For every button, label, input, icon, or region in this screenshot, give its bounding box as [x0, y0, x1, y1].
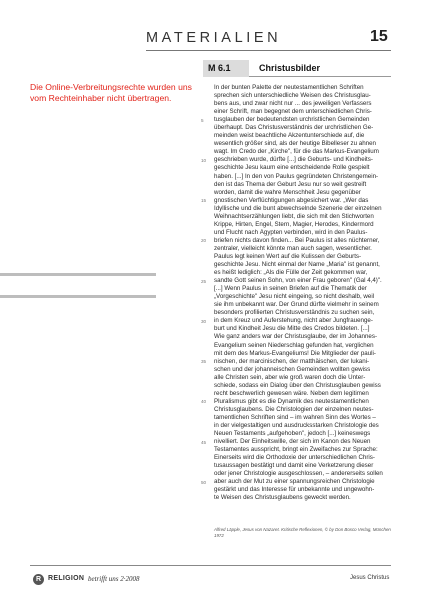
issue-topic: Jesus Christus: [350, 575, 390, 581]
page-number: 15: [370, 28, 388, 45]
body-line: zentraler, vielleicht könnte man auch sagen, wesentlicher.: [214, 244, 372, 252]
body-line: wesentlich größer sind, als der heutige Bibelleser zu ahnen: [214, 140, 376, 148]
side-bar-bottom: [0, 295, 156, 298]
body-line: sandte Gott seinen Sohn, von einer Frau geboren" (Gal 4,4)".: [214, 277, 382, 285]
line-number: 40: [201, 399, 207, 405]
line-number: 20: [201, 238, 207, 244]
body-line: geschrieben wurde, dürfte [...] die Geburts- und Kindheits-: [214, 156, 373, 164]
body-line: worden, damit die wahre Menschheit Jesu gegenüber: [214, 188, 361, 196]
body-line: in der vielgestaltigen und ausdrucksstarken Christologie des: [214, 421, 379, 429]
rights-notice: Die Online-Verbreitungsrechte wurden uns vom Rechteinhaber nicht übertragen.: [30, 82, 192, 103]
body-line: mit dem des Markus-Evangeliums! Die Mitglieder der pauli-: [214, 349, 376, 357]
body-line: haben. [...] In den von Paulus gegründeten Christengemein-: [214, 172, 379, 180]
body-line: recht beschwerlich gewesen wäre. Neben dem legitimen: [214, 389, 369, 397]
body-line: [...] Wenn Paulus in seinen Briefen auf die Thematik der: [214, 285, 367, 293]
body-line: meinden weist beachtliche Akzentunterschiede auf, die: [214, 132, 365, 140]
body-line: oder jener Christologie ausgeschlossen, – andererseits sollen: [214, 470, 383, 478]
religion-logo-icon: R: [33, 574, 44, 585]
line-number: 30: [201, 318, 207, 324]
article-header: [203, 60, 391, 77]
article-body: [214, 84, 391, 502]
body-line: und Flucht nach Ägypten verbinden, wird in den Paulus-: [214, 228, 368, 236]
body-line: Evangelium seinen Niederschlag gefunden hat, verglichen: [214, 341, 374, 349]
section-title: MATERIALIEN: [146, 30, 282, 46]
page-header: [0, 0, 424, 54]
body-line: wagt. Im Credo der „Kirche", für die das Markus-Evangelium: [214, 148, 379, 156]
body-line: Krippe, Hirten, Engel, Stern, Magier, Herodes, Kindermord: [214, 220, 374, 228]
body-line: sprechen sich unterschiedliche Weisen des Christusglau-: [214, 92, 371, 100]
material-label: M 6.1: [203, 60, 249, 77]
source-citation: Alfred Läpple, Jesus von Nazaret. Kritische Reflexionen, © by Don Bosco Verlag, München 1972: [214, 527, 391, 538]
body-line: geschichte Jesu. Nicht einmal der Name „Maria" ist genannt,: [214, 261, 380, 269]
body-line: tusglauben der bedeutendsten urchristlichen Gemeinden: [214, 116, 370, 124]
body-line: Christusglaubens. Die Christologien der einzelnen neutes-: [214, 405, 374, 413]
body-line: besonders profilierten Christusverständnis zu suchen sein,: [214, 309, 375, 317]
line-number: 25: [201, 278, 207, 284]
body-line: gnostischen Verflüchtigungen abgesichert war. „Wer das: [214, 196, 369, 204]
body-line: in dem Kreuz und Auferstehung, nicht aber Jungfrauenge-: [214, 317, 373, 325]
line-number: 45: [201, 439, 207, 445]
body-line: gestärkt und das Interesse für unbekannte und ungewohn-: [214, 486, 375, 494]
body-line: briefen nichts davon finden... Bei Paulus ist alles nüchterner,: [214, 236, 380, 244]
body-line: tamentlichen Schriften sind – im wahren Sinn des Wortes –: [214, 413, 376, 421]
line-number: 50: [201, 479, 207, 485]
body-line: alle Christen sein, aber wie groß waren doch die Unter-: [214, 373, 366, 381]
body-line: burt und Kindheit Jesu die Mitte des Credos bildeten. [...]: [214, 325, 370, 333]
body-line: Neuen Testaments „aufgehoben", jedoch [...] keineswegs: [214, 430, 371, 438]
body-line: einer Schrift, man begegnet dem unterschiedlichen Chris-: [214, 108, 372, 116]
body-line: den ist das Thema der Geburt Jesu nur so weit gestreift: [214, 180, 367, 188]
line-number: 35: [201, 359, 207, 365]
body-line: Testamentes ausspricht, bringt ein Zweifaches zur Sprache:: [214, 446, 378, 454]
header-rule: [146, 50, 391, 51]
body-line: tusaussagen bestätigt und damit eine Verketzerung dieser: [214, 462, 374, 470]
body-line: Paulus legt keinen Wert auf die Kulissen der Geburts-: [214, 252, 362, 260]
body-line: sie ihm unbekannt war. Der Grund dürfte vielmehr in seinem: [214, 301, 379, 309]
line-number: 10: [201, 157, 207, 163]
body-line: Pluralismus gibt es die Dynamik des neutestamentlichen: [214, 397, 369, 405]
line-number: 15: [201, 198, 207, 204]
side-bar-top: [0, 273, 156, 276]
body-line: nivelliert. Der Einheitswille, der sich im Kanon des Neuen: [214, 438, 371, 446]
magazine-brand: RELIGION: [48, 575, 85, 582]
body-line: In der bunten Palette der neutestamentlichen Schriften: [214, 84, 364, 91]
magazine-issue: betrifft uns 2·2008: [88, 575, 140, 583]
body-line: „Vorgeschichte" Jesu nicht eingeing, so nicht deshalb, weil: [214, 293, 375, 301]
body-line: Weihnachtserzählungen liebt, die sich mit den Stichworten: [214, 212, 374, 220]
line-number: 5: [201, 117, 204, 123]
body-line: Idyllische und die bunt abwechselnde Szenerie der einzelnen: [214, 204, 382, 212]
article-label-row: [203, 60, 391, 77]
body-line: überhaupt. Das Christusverständnis der urchristlichen Ge-: [214, 124, 374, 132]
body-line: Wie ganz anders war der Christusglaube, der im Johannes-: [214, 333, 378, 341]
article-title: Christusbilder: [259, 63, 321, 73]
body-line: geschichte Jesu kaum eine entscheidende Rolle gespielt: [214, 164, 370, 172]
page-footer: [0, 563, 424, 600]
body-line: bens aus, und zwar nicht nur ... des jeweiligen Verfassers: [214, 100, 372, 108]
body-line: schen und der johanneischen Gemeinden wollten gewiss: [214, 365, 371, 373]
body-line: schiede, sodass ein Dialog über den Christusglauben gewiss: [214, 381, 381, 389]
body-line: es heißt lediglich: „Als die Fülle der Zeit gekommen war,: [214, 269, 368, 277]
footer-rule: [30, 565, 391, 566]
body-line: nischen, der marcinischen, der matthäischen, der lukani-: [214, 357, 370, 365]
body-line: Einerseits wird die Orthodoxie der unterschiedlichen Chris-: [214, 454, 375, 462]
body-line: te Weisen des Christusglaubens geweckt werden.: [214, 494, 351, 502]
body-line: aber auch der Mut zu einer spannungsreichen Christologie: [214, 478, 375, 486]
